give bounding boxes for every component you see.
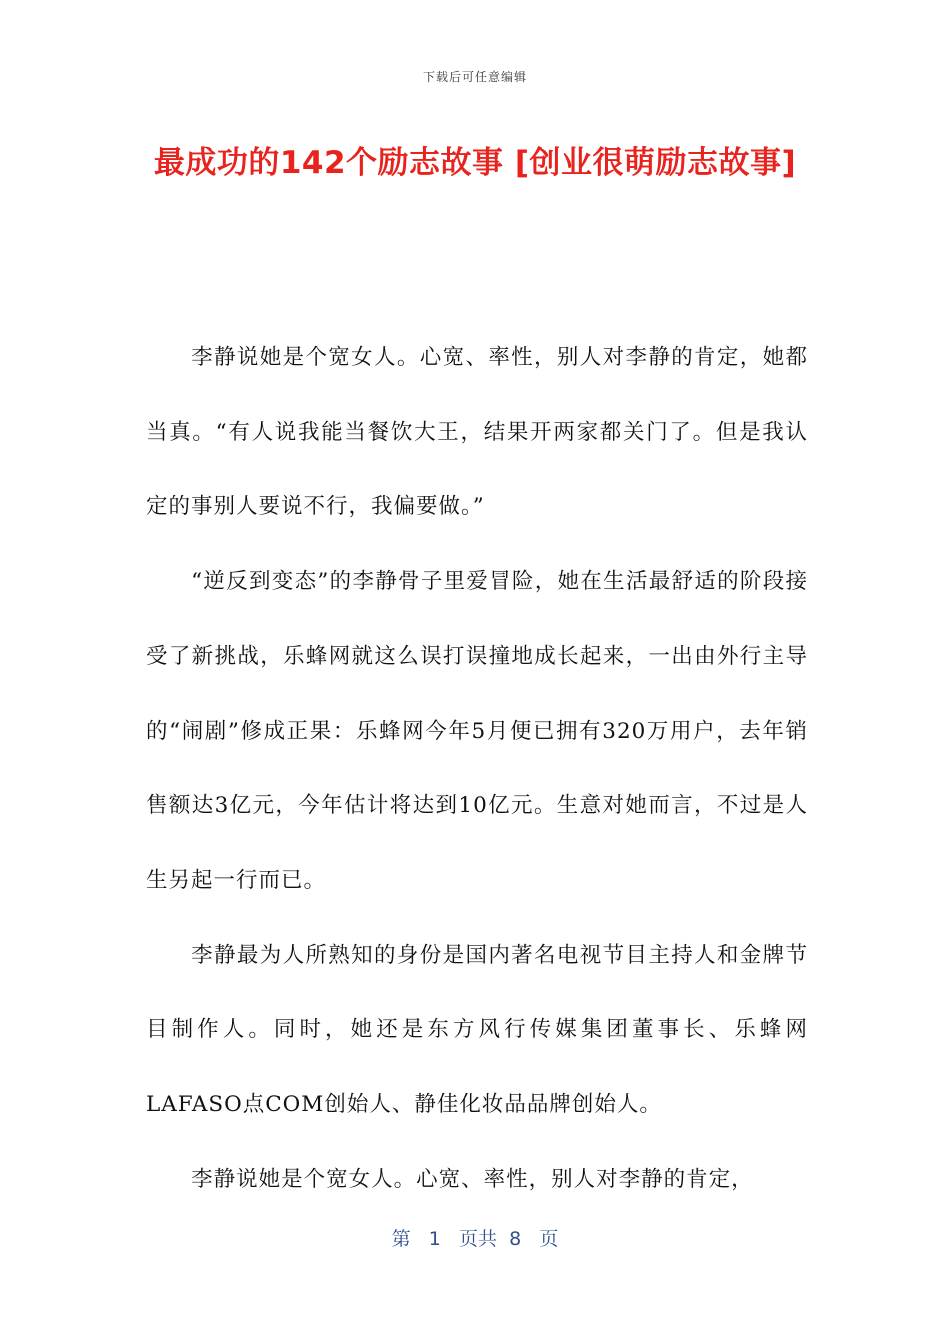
footer-total-pages: 8	[509, 1228, 522, 1250]
header-note: 下载后可任意编辑	[422, 70, 527, 84]
paragraph: “逆反到变态”的李静骨子里爱冒险，她在生活最舒适的阶段接受了新挑战，乐蜂网就这么误打误撞地成长起来，一出由外行主导的“闹剧”修成正果：乐蜂网今年5月便已拥有320万用户，去年销售额达3亿元，今年估计将达到10亿元。生意对她而言，不过是人生另起一行而已。	[146, 569, 808, 893]
footer-label-of: 页共	[459, 1228, 498, 1250]
page-footer	[0, 1224, 950, 1251]
footer-current-page: 1	[428, 1228, 441, 1250]
document-title: 最成功的142个励志故事 [创业很萌励志故事]	[153, 145, 797, 181]
footer-label-page: 第	[391, 1228, 411, 1250]
paragraph: 李静说她是个宽女人。心宽、率性，别人对李静的肯定，	[191, 1166, 754, 1192]
document-body	[146, 321, 808, 1217]
paragraph: 李静最为人所熟知的身份是国内著名电视节目主持人和金牌节目制作人。同时，她还是东方风行传媒集团董事长、乐蜂网LAFASO点COM创始人、静佳化妆品品牌创始人。	[146, 942, 808, 1118]
footer-label-end: 页	[539, 1228, 559, 1250]
paragraph: 李静说她是个宽女人。心宽、率性，别人对李静的肯定，她都当真。“有人说我能当餐饮大王，结果开两家都关门了。但是我认定的事别人要说不行，我偏要做。”	[146, 345, 808, 520]
